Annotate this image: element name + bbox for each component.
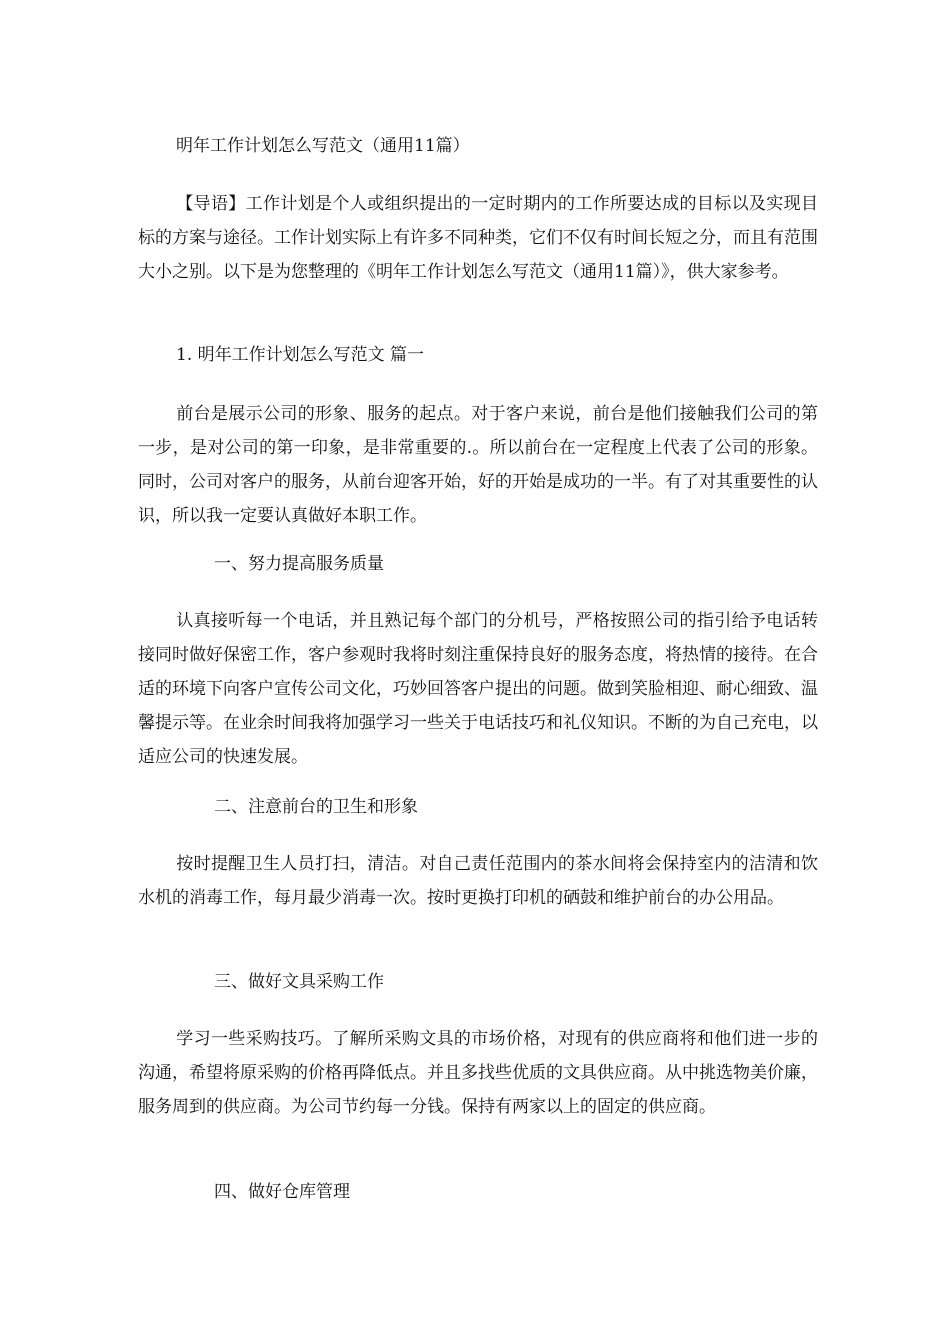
section-body-3: 学习一些采购技巧。了解所采购文具的市场价格，对现有的供应商将和他们进一步的沟通，希望将原采购的价格再降低点。并且多找些优质的文具供应商。从中挑选物美价廉，服务周到的供应商。为公司节约每一分钱。保持有两家以上的固定的供应商。 [138,1029,818,1117]
section-heading-1: 一、努力提高服务质量 [214,554,384,574]
intro-paragraph: 【导语】工作计划是个人或组织提出的一定时期内的工作所要达成的目标以及实现目标的方案与途径。工作计划实际上有许多不同种类，它们不仅有时间长短之分，而且有范围大小之别。以下是为您整理的《明年工作计划怎么写范文（通用11篇）》，供大家参考。 [138,194,818,282]
section-heading-3: 三、做好文具采购工作 [214,972,384,992]
body-paragraph-1: 前台是展示公司的形象、服务的起点。对于客户来说，前台是他们接触我们公司的第一步，是对公司的第一印象，是非常重要的.。所以前台在一定程度上代表了公司的形象。同时，公司对客户的服务，从前台迎客开始，好的开始是成功的一半。有了对其重要性的认识，所以我一定要认真做好本职工作。 [138,404,818,526]
section-heading-4: 四、做好仓库管理 [214,1182,350,1202]
section-body-1: 认真接听每一个电话，并且熟记每个部门的分机号，严格按照公司的指引给予电话转接同时做好保密工作，客户参观时我将时刻注重保持良好的服务态度，将热情的接待。在合适的环境下向客户宣传公司文化，巧妙回答客户提出的问题。做到笑脸相迎、耐心细致、温馨提示等。在业余时间我将加强学习一些关于电话技巧和礼仪知识。不断的为自己充电，以适应公司的快速发展。 [138,611,818,767]
article-heading: 1. 明年工作计划怎么写范文 篇一 [176,345,425,365]
document-title: 明年工作计划怎么写范文（通用11篇） [176,136,470,156]
section-heading-2: 二、注意前台的卫生和形象 [214,797,418,817]
section-body-2: 按时提醒卫生人员打扫，清洁。对自己责任范围内的茶水间将会保持室内的洁清和饮水机的消毒工作，每月最少消毒一次。按时更换打印机的硒鼓和维护前台的办公用品。 [138,854,818,908]
